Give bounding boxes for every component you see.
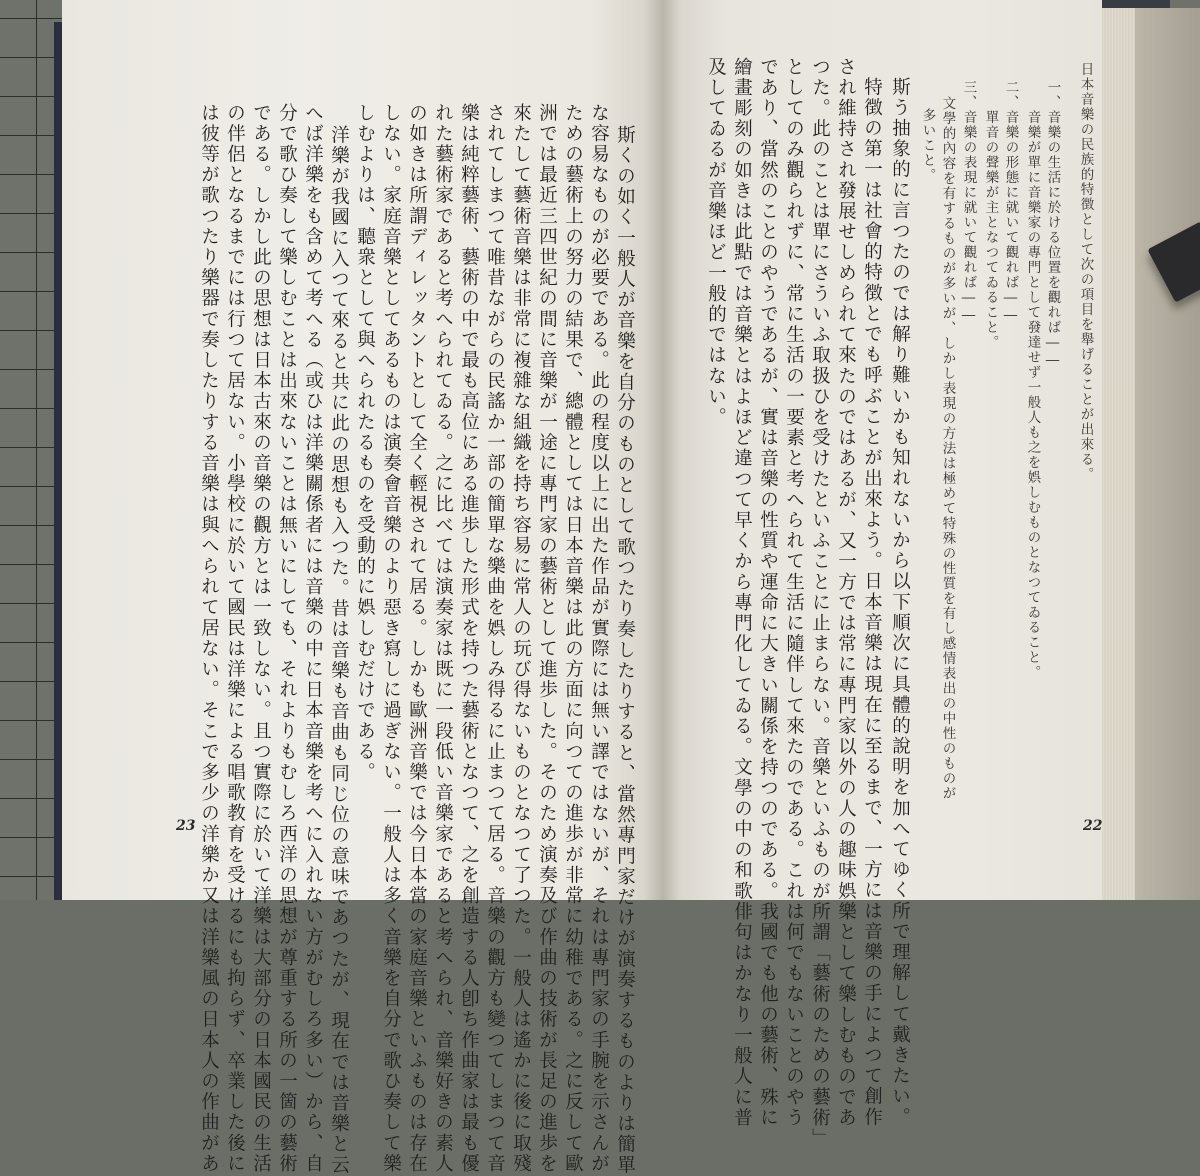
text-column: され維持され發展せしめられて來たのではあるが、又一方では常に專門家以外の人の趣味娯樂として樂しむものであ <box>835 57 857 1129</box>
text-column: しむよりは、聽衆として與へられたるものを受動的に娯しむだけである。 <box>354 103 376 783</box>
item-heading-2: 二、音樂の形態に就いて觀れば―― <box>1002 80 1019 325</box>
text-column: の伴侶となるまでには行つて居ない。小學校に於いて國民は洋樂による唱歌教育を受けるにも拘らず、卒業した後に <box>224 103 246 1175</box>
text-column: としてのみ觀られずに、常に生活の一要素と考へられて生活に隨伴して來たのである。これは何でもないことのやう <box>783 57 805 1129</box>
text-column: しない。家庭音樂としてあるものは演奏會音樂のより惡き寫しに過ぎない。一般人は多く音樂を自分で歌ひ奏して樂 <box>380 103 402 1175</box>
text-column: へば洋樂をも含めて考へる（或ひは洋樂關係者には音樂の中に日本音樂を考へに入れない方がむしろ多い）から、自 <box>302 103 324 1175</box>
page-number: 22 <box>1083 818 1103 834</box>
text-column: 斯う抽象的に言つたのでは解り難いかも知れないから以下順次に具體的說明を加へてゆく所で理解して戴きたい。 <box>889 77 911 1128</box>
text-column: な容易なものが必要である。此の程度以上に出た作品が實際には無い譯ではないが、それは專門家の手腕を示さんが <box>588 103 610 1175</box>
text-column: 洲では最近三四世紀の間に音樂が一途に專門家の藝術として進歩した。そのため演奏及び作曲の技術が長足の進歩を <box>536 103 558 1175</box>
item-heading-1: 一、音樂の生活に於ける位置を觀れば―― <box>1044 80 1061 370</box>
text-column: である。しかし此の思想は日本古來の音樂の觀方とは一致しない。且つ實際に於いて洋樂は大部分の日本國民の生活 <box>250 103 272 1175</box>
text-column: つた。此のことは單にさういふ取扱ひを受けたといふことに止まらない。音樂といふものが所謂「藝術のための藝術」 <box>809 57 831 1149</box>
text-column: されてしまつて唯昔ながらの民謠か一部の簡單な樂曲を娯しみ得るに止まつて居る。音樂の觀方も變つてしまつて音 <box>484 103 506 1175</box>
page-block-edge <box>1102 8 1135 900</box>
item-body-3-cont: 多いこと。 <box>919 108 936 183</box>
item-body-2: 單音の聲樂が主となつてゐること。 <box>982 110 999 350</box>
text-column: 繪畫彫刻の如きは此點では音樂とはよほど違つて早くから專門化してゐる。文學の中の和歌俳句はかなり一般人に普 <box>731 57 753 1129</box>
item-heading-3: 三、音樂の表現に就いて觀れば―― <box>960 80 977 325</box>
right-page <box>662 0 1103 1149</box>
left-page <box>62 0 662 1176</box>
text-column: の如きは所謂ディレッタントとして全く輕視されて居る。しかも歐洲音樂では今日本當の家庭音樂といふものは存在 <box>406 103 428 1175</box>
text-column: であり、當然のことのやうであるが、實は音樂の性質や運命に大きい關係を持つのである。我國でも他の藝術、殊に <box>757 57 779 1129</box>
text-column: 斯くの如く一般人が音樂を自分のものとして歌つたり奏したりすると、當然專門家だけが演奏するものよりは簡單 <box>614 125 636 1176</box>
text-column: ための藝術上の努力の結果で、總體としては日本音樂は此の方面に向つての進歩が非常に幼稚である。之に反して歐 <box>562 103 584 1175</box>
intro-line: 日本音樂の民族的特徴として次の項目を舉げることが出來る。 <box>1077 62 1094 482</box>
text-column: 及してゐるが音樂ほど一般的ではない。 <box>705 57 727 428</box>
text-column: れた藝術家であると考へられてゐる。之に比べては演奏家は既に一段低い音樂家であると考へられ、音樂好きの素人 <box>432 103 454 1175</box>
page-edge-shadow <box>1135 8 1200 900</box>
text-column: 樂は純粹藝術、藝術の中で最も高位にある進歩した形式を持つた藝術となつて、之を創造する人卽ち作曲家は最も優 <box>458 103 480 1175</box>
text-column: 洋樂が我國に入つて來ると共に此の思想も入つた。昔は音樂も音曲も同じ位の意味であつたが、現在では音樂と云 <box>328 125 350 1176</box>
text-column: 來たして藝術音樂は非常に複雜な組織を持ち容易に常人の玩び得ないものとなつて了つた。一般人は遙かに後に取殘 <box>510 103 532 1175</box>
item-body-1: 音樂が單に音樂家の專門として發達せず一般人も之を娯しむものとなつてゐること。 <box>1024 110 1041 680</box>
text-column: 特徴の第一は社會的特徴とでも呼ぶことが出來よう。日本音樂は現在に至るまで、一方には音樂の手によつて創作 <box>861 77 883 1128</box>
text-column: は彼等が歌つたり樂器で奏したりする音樂は與へられて居ない。そこで多少の洋樂か又は洋樂風の日本人の作曲があ <box>198 103 220 1175</box>
page-number: 23 <box>176 818 196 834</box>
text-column: 分で歌ひ奏して樂しむことは出來ないことは無いにしても、それよりもむしろ西洋の思想が尊重する所の一箇の藝術 <box>276 103 298 1175</box>
item-body-3: 文學的內容を有するものが多いが、しかし表現の方法は極めて特殊の性質を有し感情表出の中性のものが <box>939 96 956 801</box>
